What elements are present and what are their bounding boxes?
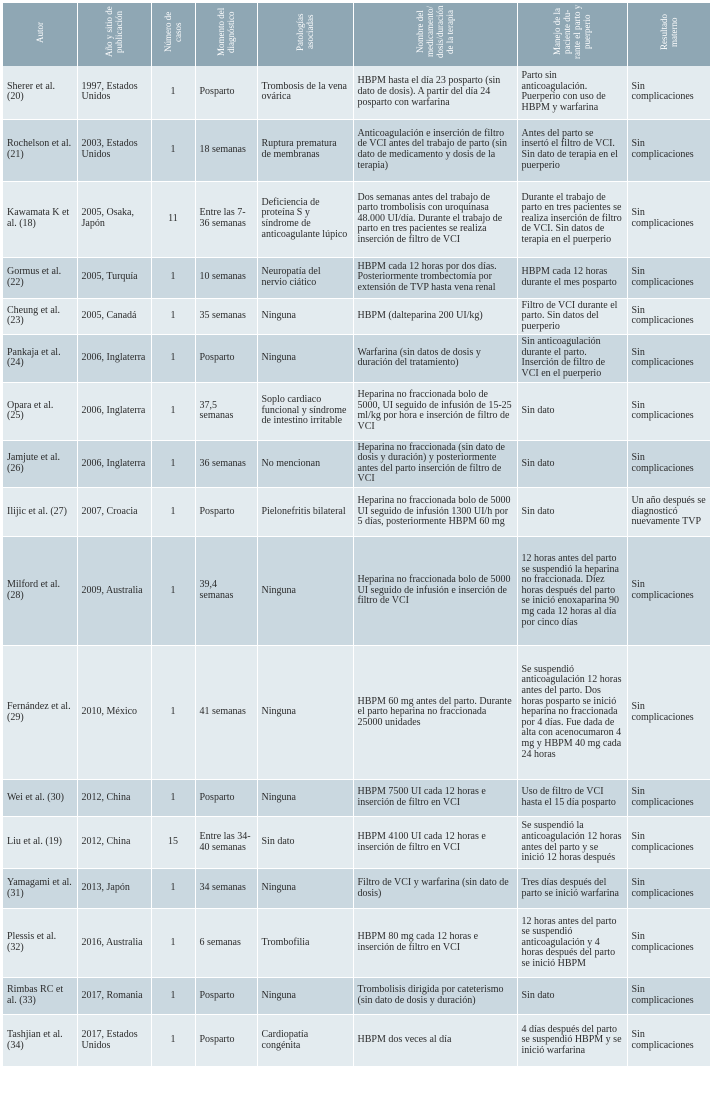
cell-medicamento: Dos semanas antes del trabajo de parto trombolisis con uroquinasa 48.000 UI/día. Durante el trabajo de parto en tres pacientes se realiza inserción de filtro de VCI [353, 181, 517, 257]
table-row [3, 978, 710, 1015]
cell-autor: Jamjute et al. (26) [3, 440, 77, 487]
cell-momento: 10 semanas [195, 257, 257, 298]
cell-medicamento: HBPM dos veces al día [353, 1015, 517, 1067]
cell-manejo: Sin anticoagulación durante el parto. Inserción de filtro de VCI en el puerperio [517, 335, 627, 382]
cell-momento: Entre las 34-40 semanas [195, 817, 257, 869]
header-casos: Número de casos [151, 3, 195, 66]
cell-autor: Rochelson et al. (21) [3, 119, 77, 181]
literature-table [3, 3, 710, 1067]
cell-momento: 18 semanas [195, 119, 257, 181]
table-row [3, 66, 710, 119]
cell-patologias: Ninguna [257, 646, 353, 780]
table-row [3, 119, 710, 181]
cell-medicamento: HBPM 4100 UI cada 12 horas e inserción de filtro en VCI [353, 817, 517, 869]
cell-medicamento: Trombolisis dirigida por cateterismo (sin dato de dosis y duración) [353, 978, 517, 1015]
table-row [3, 537, 710, 646]
cell-patologias: Ninguna [257, 869, 353, 909]
cell-patologias: Pielonefritis bilateral [257, 488, 353, 537]
cell-medicamento: HBPM 7500 UI cada 12 horas e inserción de filtro en VCI [353, 780, 517, 817]
table-row [3, 488, 710, 537]
cell-medicamento: HBPM cada 12 horas por dos días. Posteriormente trombectomía por extensión de TVP hasta vena renal [353, 257, 517, 298]
table-row [3, 257, 710, 298]
cell-autor: Tashjian et al. (34) [3, 1015, 77, 1067]
cell-patologias: Ninguna [257, 537, 353, 646]
cell-casos: 1 [151, 488, 195, 537]
header-patologias: Patologías asociadas [257, 3, 353, 66]
cell-manejo: Sin dato [517, 382, 627, 440]
cell-anio-sitio: 2005, Canadá [77, 298, 151, 335]
cell-manejo: Filtro de VCI durante el parto. Sin datos del puerperio [517, 298, 627, 335]
cell-medicamento: HBPM hasta el día 23 posparto (sin dato de dosis). A partir del día 24 posparto con warfarina [353, 66, 517, 119]
cell-resultado: Sin complicaciones [627, 66, 710, 119]
cell-momento: Entre las 7-36 semanas [195, 181, 257, 257]
cell-resultado: Sin complicaciones [627, 257, 710, 298]
header-medicamento: Nombre del medicamento/ dosis/duración de la terapia [353, 3, 517, 66]
cell-anio-sitio: 2005, Osaka, Japón [77, 181, 151, 257]
cell-autor: Plessis et al. (32) [3, 909, 77, 978]
cell-resultado: Sin complicaciones [627, 119, 710, 181]
cell-manejo: Sin dato [517, 488, 627, 537]
cell-resultado: Sin complicaciones [627, 909, 710, 978]
cell-manejo: 12 horas antes del parto se suspendió anticoagulación y 4 horas después del parto se inició HBPM [517, 909, 627, 978]
cell-resultado: Sin complicaciones [627, 1015, 710, 1067]
cell-momento: Posparto [195, 1015, 257, 1067]
cell-manejo: Tres días después del parto se inició warfarina [517, 869, 627, 909]
cell-momento: 36 semanas [195, 440, 257, 487]
cell-manejo: Sin dato [517, 978, 627, 1015]
cell-casos: 1 [151, 119, 195, 181]
cell-resultado: Un año después se diagnosticó nuevamente TVP [627, 488, 710, 537]
cell-patologias: Neuropatía del nervio ciático [257, 257, 353, 298]
cell-anio-sitio: 2012, China [77, 817, 151, 869]
cell-patologias: Cardiopatía congénita [257, 1015, 353, 1067]
cell-patologias: Ninguna [257, 780, 353, 817]
cell-resultado: Sin complicaciones [627, 298, 710, 335]
cell-autor: Rimbas RC et al. (33) [3, 978, 77, 1015]
cell-casos: 1 [151, 335, 195, 382]
cell-momento: Posparto [195, 488, 257, 537]
cell-momento: Posparto [195, 335, 257, 382]
cell-anio-sitio: 2017, Estados Unidos [77, 1015, 151, 1067]
table-row [3, 1015, 710, 1067]
cell-anio-sitio: 2013, Japón [77, 869, 151, 909]
table-row [3, 909, 710, 978]
cell-anio-sitio: 2003, Estados Unidos [77, 119, 151, 181]
cell-manejo: Parto sin anticoagulación. Puerperio con uso de HBPM y warfarina [517, 66, 627, 119]
cell-autor: Fernández et al. (29) [3, 646, 77, 780]
cell-medicamento: HBPM (dalteparina 200 UI/kg) [353, 298, 517, 335]
cell-anio-sitio: 2016, Australia [77, 909, 151, 978]
cell-casos: 1 [151, 1015, 195, 1067]
cell-patologias: Ruptura prematura de membranas [257, 119, 353, 181]
cell-anio-sitio: 2009, Australia [77, 537, 151, 646]
cell-medicamento: HBPM 80 mg cada 12 horas e inserción de filtro en VCI [353, 909, 517, 978]
cell-anio-sitio: 2006, Inglaterra [77, 335, 151, 382]
cell-casos: 11 [151, 181, 195, 257]
cell-casos: 1 [151, 382, 195, 440]
table-row [3, 298, 710, 335]
cell-resultado: Sin complicaciones [627, 382, 710, 440]
cell-casos: 1 [151, 537, 195, 646]
cell-momento: Posparto [195, 978, 257, 1015]
cell-patologias: No mencionan [257, 440, 353, 487]
cell-resultado: Sin complicaciones [627, 537, 710, 646]
cell-autor: Ilijic et al. (27) [3, 488, 77, 537]
cell-patologias: Deficiencia de proteína S y síndrome de anticoagulante lúpico [257, 181, 353, 257]
cell-manejo: Antes del parto se insertó el filtro de VCI. Sin dato de terapia en el puerperio [517, 119, 627, 181]
cell-medicamento: Filtro de VCI y warfarina (sin dato de dosis) [353, 869, 517, 909]
cell-anio-sitio: 2006, Inglaterra [77, 440, 151, 487]
cell-patologias: Ninguna [257, 335, 353, 382]
table-body [3, 66, 710, 1067]
cell-autor: Wei et al. (30) [3, 780, 77, 817]
cell-casos: 1 [151, 909, 195, 978]
table-row [3, 335, 710, 382]
cell-resultado: Sin complicaciones [627, 978, 710, 1015]
cell-patologias: Soplo cardiaco funcional y síndrome de intestino irritable [257, 382, 353, 440]
table-row [3, 869, 710, 909]
cell-autor: Cheung et al. (23) [3, 298, 77, 335]
table-row [3, 382, 710, 440]
cell-resultado: Sin complicaciones [627, 181, 710, 257]
cell-medicamento: Warfarina (sin datos de dosis y duración del tratamiento) [353, 335, 517, 382]
table-header [3, 3, 710, 66]
cell-medicamento: Heparina no fraccionada bolo de 5000 UI seguido de infusión 1300 UI/h por 5 días, posteriormente HBPM 60 mg [353, 488, 517, 537]
cell-casos: 1 [151, 298, 195, 335]
cell-anio-sitio: 2007, Croacia [77, 488, 151, 537]
cell-manejo: Se suspendió la anticoagulación 12 horas antes del parto y se inició 12 horas después [517, 817, 627, 869]
cell-autor: Kawamata K et al. (18) [3, 181, 77, 257]
cell-casos: 1 [151, 869, 195, 909]
header-momento: Momento del diagnóstico [195, 3, 257, 66]
table-row [3, 440, 710, 487]
cell-resultado: Sin complicaciones [627, 817, 710, 869]
cell-patologias: Trombofilia [257, 909, 353, 978]
cell-autor: Sherer et al. (20) [3, 66, 77, 119]
table-row [3, 181, 710, 257]
cell-momento: 34 semanas [195, 869, 257, 909]
table-row [3, 817, 710, 869]
cell-manejo: Uso de filtro de VCI hasta el 15 día posparto [517, 780, 627, 817]
cell-resultado: Sin complicaciones [627, 440, 710, 487]
cell-resultado: Sin complicaciones [627, 780, 710, 817]
cell-autor: Milford et al. (28) [3, 537, 77, 646]
header-resultado: Resultado materno [627, 3, 710, 66]
cell-medicamento: Heparina no fraccionada bolo de 5000 UI seguido de infusión e inserción de filtro de VCI [353, 537, 517, 646]
cell-medicamento: Anticoagulación e inserción de filtro de VCI antes del trabajo de parto (sin dato de medicamento y dosis de la terapia) [353, 119, 517, 181]
cell-momento: 37,5 semanas [195, 382, 257, 440]
cell-medicamento: Heparina no fraccionada bolo de 5000, UI seguido de infusión de 15-25 ml/kg por hora e inserción de filtro de VCI [353, 382, 517, 440]
cell-manejo: Sin dato [517, 440, 627, 487]
table-row [3, 646, 710, 780]
header-manejo: Manejo de la paciente du- rante el parto y puerperio [517, 3, 627, 66]
cell-casos: 1 [151, 780, 195, 817]
cell-medicamento: Heparina no fraccionada (sin dato de dosis y duración) y posteriormente antes del parto inserción de filtro de VCI [353, 440, 517, 487]
cell-anio-sitio: 2005, Turquía [77, 257, 151, 298]
cell-casos: 1 [151, 440, 195, 487]
cell-casos: 1 [151, 978, 195, 1015]
cell-momento: 41 semanas [195, 646, 257, 780]
cell-anio-sitio: 2010, México [77, 646, 151, 780]
cell-resultado: Sin complicaciones [627, 335, 710, 382]
cell-casos: 1 [151, 646, 195, 780]
cell-casos: 15 [151, 817, 195, 869]
cell-medicamento: HBPM 60 mg antes del parto. Durante el parto heparina no fraccionada 25000 unidades [353, 646, 517, 780]
cell-patologias: Ninguna [257, 978, 353, 1015]
header-autor: Autor [3, 3, 77, 66]
cell-anio-sitio: 2017, Romania [77, 978, 151, 1015]
cell-patologias: Sin dato [257, 817, 353, 869]
cell-resultado: Sin complicaciones [627, 646, 710, 780]
cell-autor: Gormus et al. (22) [3, 257, 77, 298]
cell-momento: Posparto [195, 66, 257, 119]
cell-manejo: HBPM cada 12 horas durante el mes posparto [517, 257, 627, 298]
cell-anio-sitio: 2006, Inglaterra [77, 382, 151, 440]
cell-casos: 1 [151, 66, 195, 119]
header-anio-sitio: Año y sitio de publicación [77, 3, 151, 66]
cell-casos: 1 [151, 257, 195, 298]
cell-resultado: Sin complicaciones [627, 869, 710, 909]
cell-autor: Pankaja et al. (24) [3, 335, 77, 382]
cell-momento: Posparto [195, 780, 257, 817]
cell-manejo: 12 horas antes del parto se suspendió la heparina no fraccionada. Diez horas después del parto se inició enoxaparina 90 mg cada 12 horas al día por cinco días [517, 537, 627, 646]
cell-manejo: 4 días después del parto se suspendió HBPM y se inició warfarina [517, 1015, 627, 1067]
cell-anio-sitio: 2012, China [77, 780, 151, 817]
cell-autor: Opara et al. (25) [3, 382, 77, 440]
cell-momento: 6 semanas [195, 909, 257, 978]
cell-patologias: Trombosis de la vena ovárica [257, 66, 353, 119]
cell-autor: Liu et al. (19) [3, 817, 77, 869]
cell-patologias: Ninguna [257, 298, 353, 335]
cell-momento: 39,4 semanas [195, 537, 257, 646]
cell-autor: Yamagami et al. (31) [3, 869, 77, 909]
table-row [3, 780, 710, 817]
cell-anio-sitio: 1997, Estados Unidos [77, 66, 151, 119]
cell-manejo: Durante el trabajo de parto en tres pacientes se realiza inserción de filtro de VCI. Sin datos de terapia en el puerperio [517, 181, 627, 257]
cell-manejo: Se suspendió anticoagulación 12 horas antes del parto. Dos horas posparto se inició heparina no fraccionada por 4 días. Fue dada de alta con acenocumaron 4 mg y HBPM 40 mg cada 24 horas [517, 646, 627, 780]
cell-momento: 35 semanas [195, 298, 257, 335]
